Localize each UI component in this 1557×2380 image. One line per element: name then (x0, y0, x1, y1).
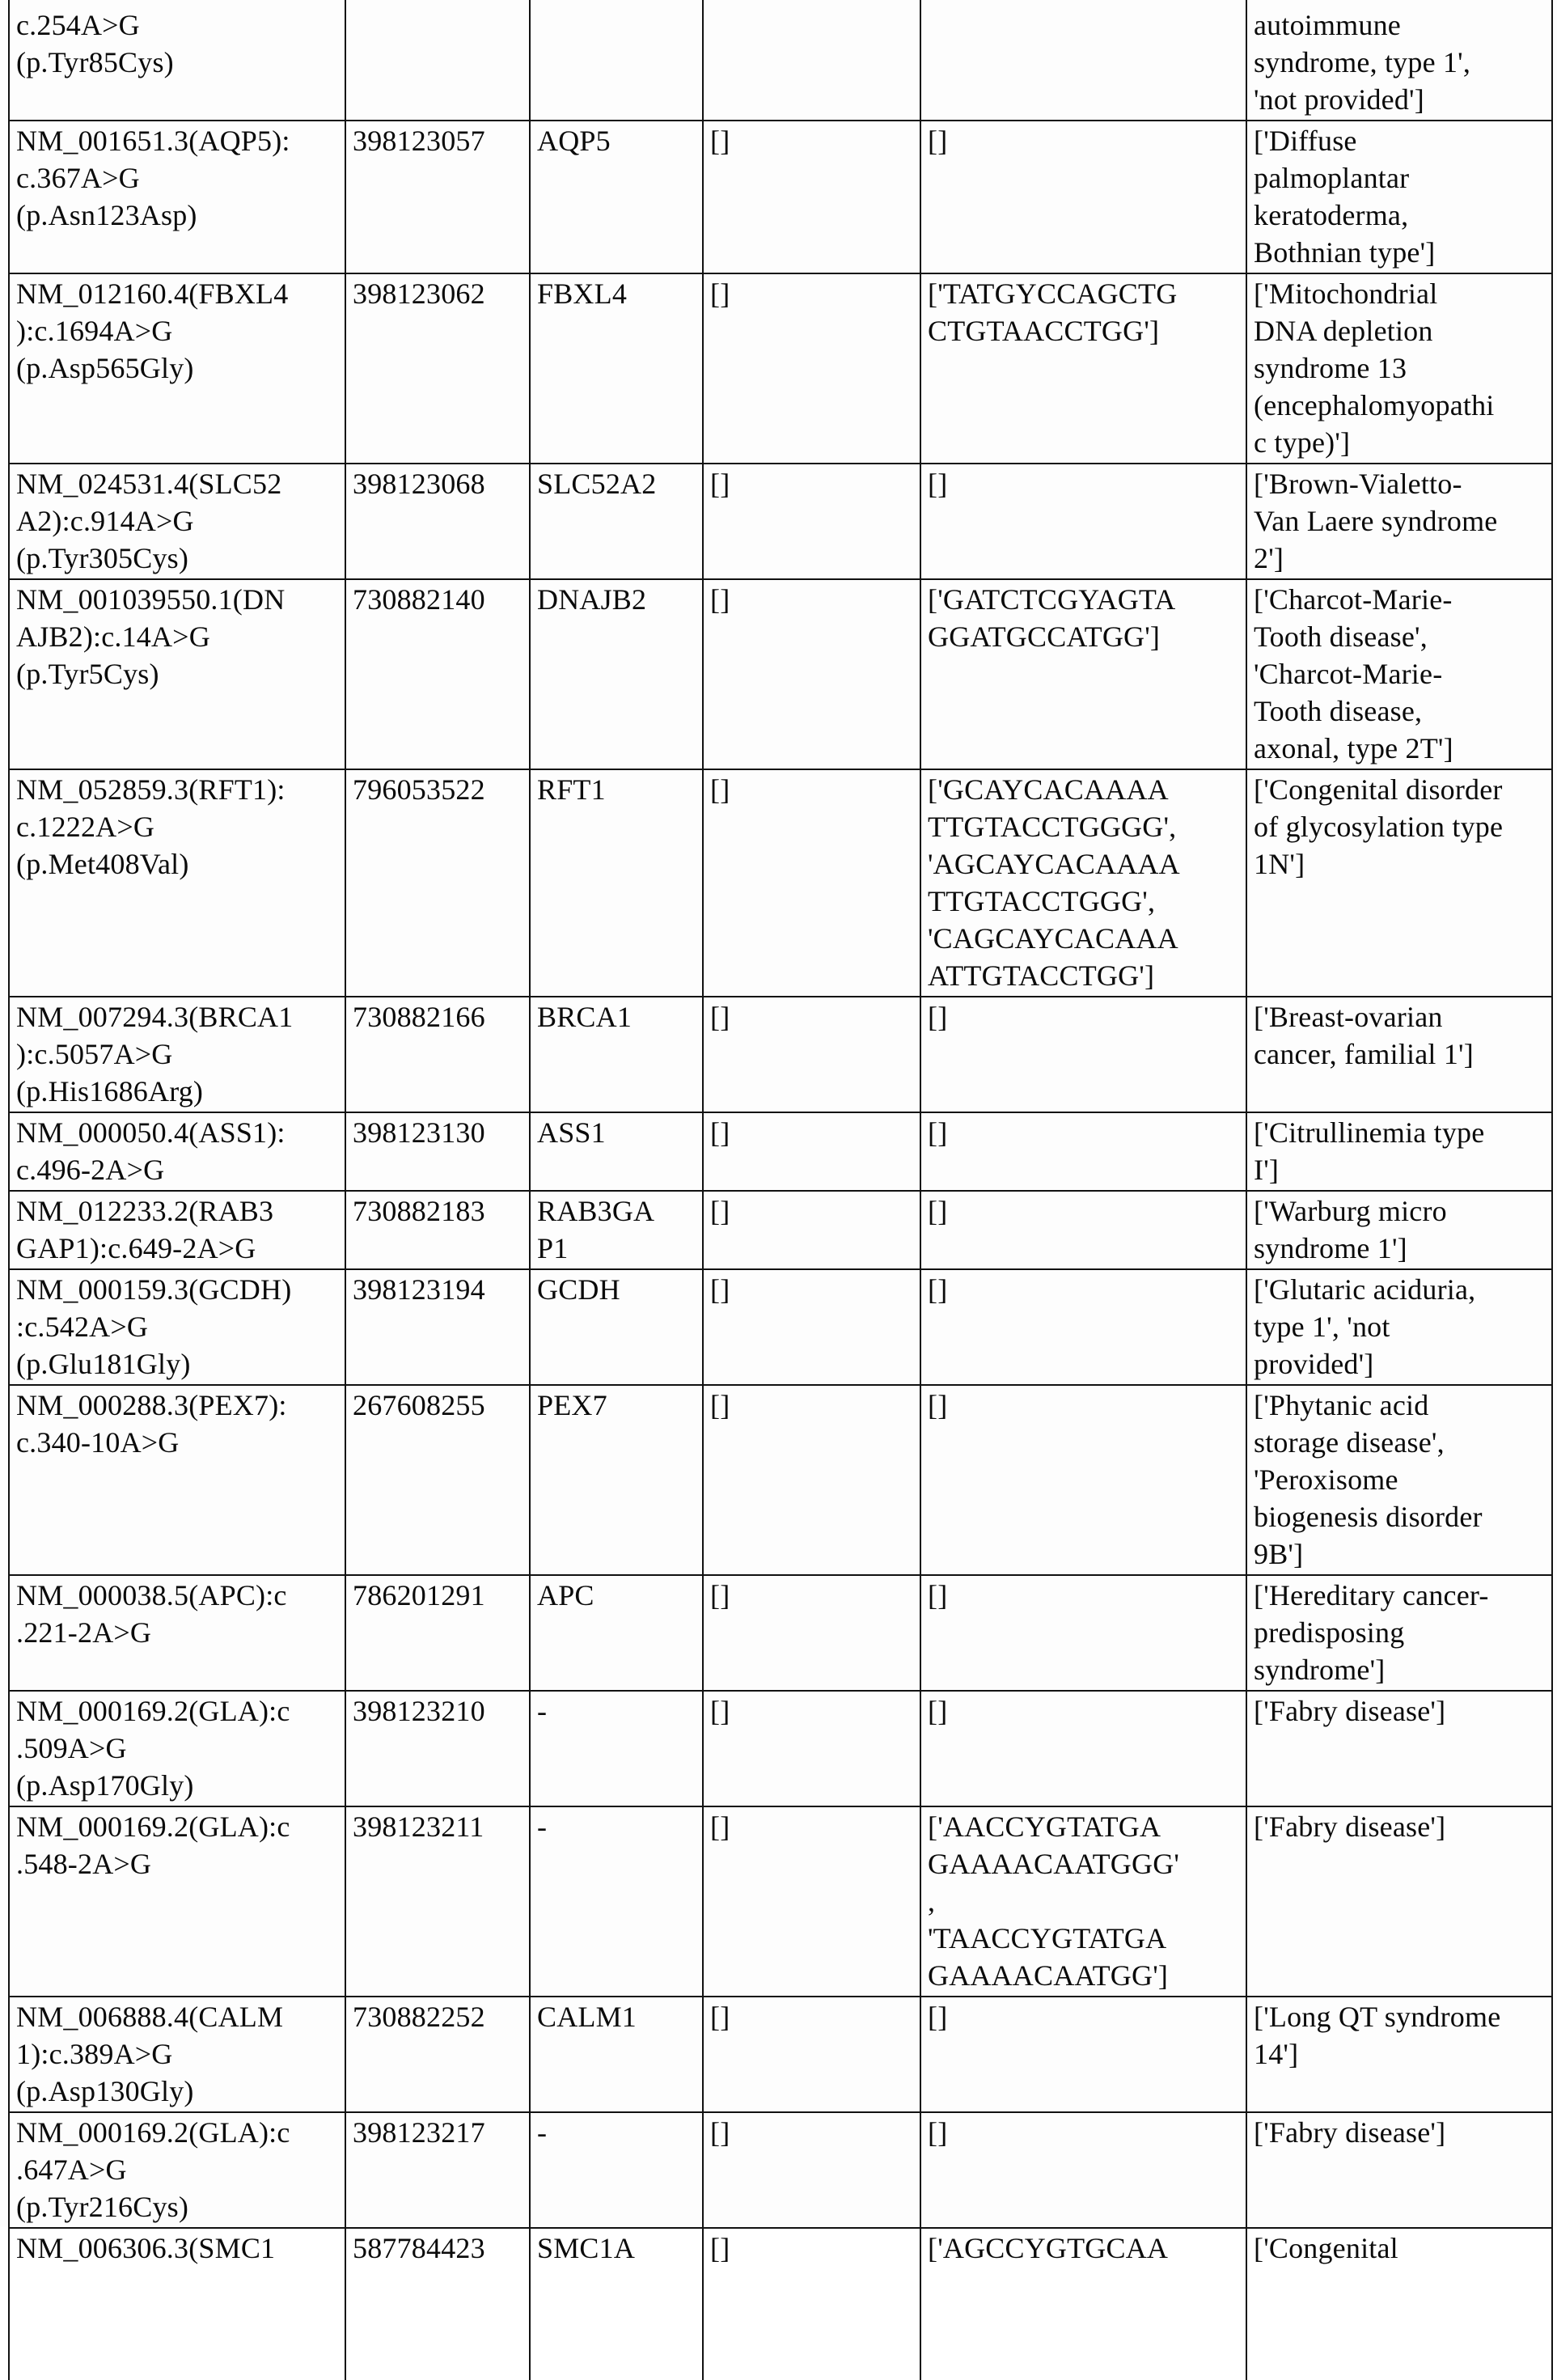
cell-variant: NM_000169.2(GLA):c .509A>G (p.Asp170Gly) (9, 1691, 345, 1806)
cell-conditions: ['Brown-Vialetto- Van Laere syndrome 2'] (1246, 464, 1552, 579)
cell-sequences: ['TATGYCCAGCTG CTGTAACCTGG'] (920, 273, 1246, 464)
cell-conditions: ['Congenital disorder of glycosylation type 1N'] (1246, 769, 1552, 997)
cell-id: 267608255 (345, 1385, 530, 1575)
table-row (9, 1997, 1552, 2112)
table-row (9, 1269, 1552, 1385)
table-row (9, 1806, 1552, 1997)
cell-gene: FBXL4 (530, 273, 703, 464)
cell-list-a: [] (703, 2112, 920, 2228)
cell-variant: NM_000159.3(GCDH) :c.542A>G (p.Glu181Gly) (9, 1269, 345, 1385)
cell-conditions: ['Charcot-Marie- Tooth disease', 'Charcot-Marie- Tooth disease, axonal, type 2T'] (1246, 579, 1552, 769)
cell-id: 398123194 (345, 1269, 530, 1385)
cell-id: 730882140 (345, 579, 530, 769)
table-row (9, 2112, 1552, 2228)
table-row (9, 2228, 1552, 2380)
table-row (9, 1191, 1552, 1269)
cell-sequences: ['GCAYCACAAAA TTGTACCTGGGG', 'AGCAYCACAAAA TTGTACCTGGG', 'CAGCAYCACAAA ATTGTACCTGG'] (920, 769, 1246, 997)
table-row (9, 273, 1552, 464)
cell-variant: NM_006306.3(SMC1 (9, 2228, 345, 2380)
cell-variant: NM_052859.3(RFT1): c.1222A>G (p.Met408Val) (9, 769, 345, 997)
cell-id: 730882166 (345, 997, 530, 1112)
cell-conditions: autoimmune syndrome, type 1', 'not provided'] (1246, 0, 1552, 121)
cell-sequences: [] (920, 1112, 1246, 1191)
cell-conditions: ['Glutaric aciduria, type 1', 'not provided'] (1246, 1269, 1552, 1385)
cell-list-a: [] (703, 1691, 920, 1806)
cell-variant: NM_001039550.1(DN AJB2):c.14A>G (p.Tyr5Cys) (9, 579, 345, 769)
table-row (9, 997, 1552, 1112)
cell-list-a: [] (703, 1191, 920, 1269)
cell-list-a: [] (703, 2228, 920, 2380)
cell-id: 730882252 (345, 1997, 530, 2112)
cell-list-a: [] (703, 997, 920, 1112)
cell-id (345, 0, 530, 121)
cell-variant: NM_000050.4(ASS1): c.496-2A>G (9, 1112, 345, 1191)
cell-list-a: [] (703, 1269, 920, 1385)
variant-table-body (9, 0, 1552, 2380)
cell-gene: APC (530, 1575, 703, 1691)
table-row (9, 1385, 1552, 1575)
cell-conditions: ['Hereditary cancer- predisposing syndrome'] (1246, 1575, 1552, 1691)
cell-sequences: [] (920, 1691, 1246, 1806)
cell-conditions: ['Breast-ovarian cancer, familial 1'] (1246, 997, 1552, 1112)
cell-id: 730882183 (345, 1191, 530, 1269)
cell-variant: NM_006888.4(CALM 1):c.389A>G (p.Asp130Gly) (9, 1997, 345, 2112)
cell-conditions: ['Mitochondrial DNA depletion syndrome 13 (encephalomyopathi c type)'] (1246, 273, 1552, 464)
cell-gene: BRCA1 (530, 997, 703, 1112)
table-row (9, 1112, 1552, 1191)
cell-sequences (920, 0, 1246, 121)
cell-list-a: [] (703, 1575, 920, 1691)
cell-sequences: [] (920, 121, 1246, 273)
cell-conditions: ['Long QT syndrome 14'] (1246, 1997, 1552, 2112)
cell-id: 398123057 (345, 121, 530, 273)
cell-variant: NM_000169.2(GLA):c .548-2A>G (9, 1806, 345, 1997)
cell-id: 587784423 (345, 2228, 530, 2380)
cell-id: 398123068 (345, 464, 530, 579)
cell-variant: NM_000038.5(APC):c .221-2A>G (9, 1575, 345, 1691)
cell-gene: - (530, 1691, 703, 1806)
cell-list-a: [] (703, 579, 920, 769)
cell-gene: ASS1 (530, 1112, 703, 1191)
cell-list-a: [] (703, 769, 920, 997)
cell-sequences: [] (920, 997, 1246, 1112)
cell-gene: SLC52A2 (530, 464, 703, 579)
cell-gene: - (530, 1806, 703, 1997)
cell-sequences: ['AGCCYGTGCAA (920, 2228, 1246, 2380)
table-row (9, 121, 1552, 273)
cell-id: 398123211 (345, 1806, 530, 1997)
cell-conditions: ['Phytanic acid storage disease', 'Peroxisome biogenesis disorder 9B'] (1246, 1385, 1552, 1575)
table-row (9, 579, 1552, 769)
cell-id: 398123210 (345, 1691, 530, 1806)
cell-gene (530, 0, 703, 121)
cell-gene: - (530, 2112, 703, 2228)
cell-list-a: [] (703, 1112, 920, 1191)
cell-id: 398123217 (345, 2112, 530, 2228)
table-row (9, 1691, 1552, 1806)
cell-conditions: ['Warburg micro syndrome 1'] (1246, 1191, 1552, 1269)
cell-sequences: [] (920, 1575, 1246, 1691)
cell-gene: RFT1 (530, 769, 703, 997)
cell-list-a: [] (703, 1385, 920, 1575)
cell-conditions: ['Citrullinemia type I'] (1246, 1112, 1552, 1191)
cell-variant: NM_012160.4(FBXL4 ):c.1694A>G (p.Asp565Gly) (9, 273, 345, 464)
cell-sequences: ['GATCTCGYAGTA GGATGCCATGG'] (920, 579, 1246, 769)
cell-id: 398123062 (345, 273, 530, 464)
cell-variant: NM_000288.3(PEX7): c.340-10A>G (9, 1385, 345, 1575)
cell-list-a: [] (703, 273, 920, 464)
cell-gene: CALM1 (530, 1997, 703, 2112)
cell-id: 786201291 (345, 1575, 530, 1691)
cell-gene: GCDH (530, 1269, 703, 1385)
cell-conditions: ['Congenital (1246, 2228, 1552, 2380)
table-row (9, 464, 1552, 579)
cell-list-a (703, 0, 920, 121)
table-row (9, 769, 1552, 997)
cell-sequences: [] (920, 2112, 1246, 2228)
cell-conditions: ['Diffuse palmoplantar keratoderma, Bothnian type'] (1246, 121, 1552, 273)
cell-gene: DNAJB2 (530, 579, 703, 769)
cell-list-a: [] (703, 464, 920, 579)
cell-list-a: [] (703, 1806, 920, 1997)
cell-id: 796053522 (345, 769, 530, 997)
cell-variant: NM_000169.2(GLA):c .647A>G (p.Tyr216Cys) (9, 2112, 345, 2228)
cell-sequences: [] (920, 1385, 1246, 1575)
cell-gene: SMC1A (530, 2228, 703, 2380)
cell-list-a: [] (703, 121, 920, 273)
cell-conditions: ['Fabry disease'] (1246, 1806, 1552, 1997)
table-row (9, 1575, 1552, 1691)
cell-sequences: [] (920, 1191, 1246, 1269)
cell-gene: PEX7 (530, 1385, 703, 1575)
variant-table (8, 0, 1553, 2380)
cell-conditions: ['Fabry disease'] (1246, 2112, 1552, 2228)
cell-id: 398123130 (345, 1112, 530, 1191)
cell-variant: c.254A>G (p.Tyr85Cys) (9, 0, 345, 121)
cell-sequences: [] (920, 1997, 1246, 2112)
cell-variant: NM_012233.2(RAB3 GAP1):c.649-2A>G (9, 1191, 345, 1269)
cell-list-a: [] (703, 1997, 920, 2112)
cell-variant: NM_007294.3(BRCA1 ):c.5057A>G (p.His1686Arg) (9, 997, 345, 1112)
cell-sequences: [] (920, 464, 1246, 579)
cell-sequences: [] (920, 1269, 1246, 1385)
cell-gene: RAB3GA P1 (530, 1191, 703, 1269)
table-row (9, 0, 1552, 121)
cell-variant: NM_001651.3(AQP5): c.367A>G (p.Asn123Asp) (9, 121, 345, 273)
cell-sequences: ['AACCYGTATGA GAAAACAATGGG' , 'TAACCYGTATGA GAAAACAATGG'] (920, 1806, 1246, 1997)
cell-variant: NM_024531.4(SLC52 A2):c.914A>G (p.Tyr305Cys) (9, 464, 345, 579)
cell-gene: AQP5 (530, 121, 703, 273)
cell-conditions: ['Fabry disease'] (1246, 1691, 1552, 1806)
